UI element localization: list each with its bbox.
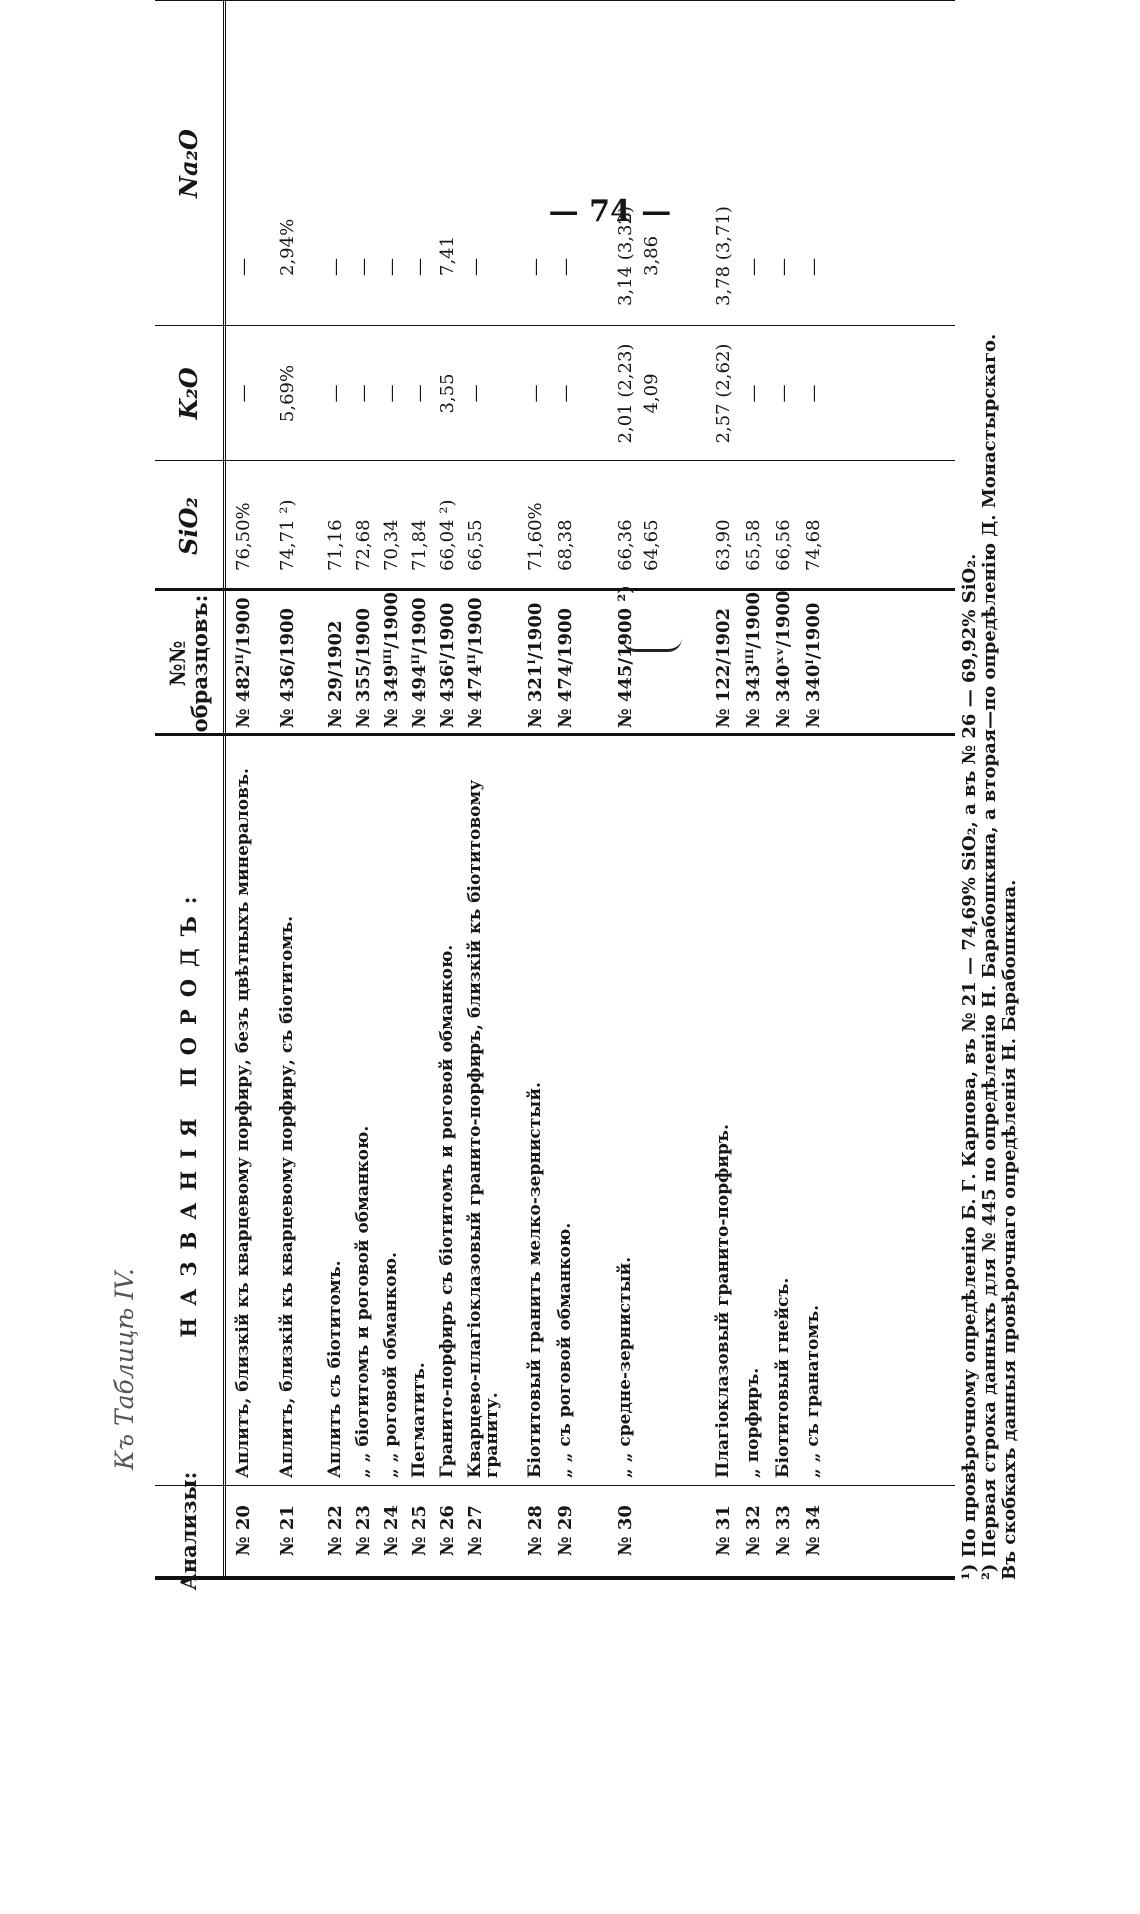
rock-name: Біотитовый гранитъ мелко-зернистый. <box>525 1082 545 1478</box>
na2o-value: — <box>803 258 824 276</box>
k2o-value: 3,55 <box>437 373 458 414</box>
na2o-value: 7,41 <box>437 235 458 276</box>
rock-name: Аплитъ, близкій къ кварцевому порфиру, съ біотитомъ. <box>277 915 297 1478</box>
k2o-value: — <box>353 384 374 403</box>
na2o-value: 3,78 (3,71) <box>713 206 734 306</box>
k2o-value: 5,69% <box>277 364 298 423</box>
na2o-value-second: 3,86 <box>641 235 662 276</box>
sio2-value: 70,34 <box>381 519 402 571</box>
rock-name: „ порфиръ. <box>743 1367 763 1478</box>
rock-name: Біотитовый гнейсъ. <box>773 1277 793 1478</box>
sample-number: № 122/1902 <box>713 607 734 728</box>
k2o-value: — <box>409 384 430 403</box>
table-caption: Къ Таблицѣ IV. <box>110 1268 139 1470</box>
na2o-value: 3,14 (3,32) <box>615 206 636 306</box>
page-number: — 74 — <box>548 194 672 229</box>
sample-number: № 355/1900 <box>353 607 374 728</box>
header-analysis: Анализы: <box>176 1471 201 1591</box>
header-sio2: SiO₂ <box>174 497 203 555</box>
sio2-value: 66,36 <box>615 519 636 571</box>
table-row <box>279 1 313 1576</box>
brace-bracket <box>622 635 682 652</box>
sio2-value: 68,38 <box>555 519 576 571</box>
sample-number: № 321ᴵ/1900 <box>525 602 546 728</box>
k2o-value: — <box>381 384 402 403</box>
table-row <box>467 1 501 1576</box>
k2o-value: — <box>325 384 346 403</box>
rock-name: „ „ средне-зернистый. <box>615 1256 635 1478</box>
rock-name: Аплитъ съ біотитомъ. <box>325 1260 345 1478</box>
analysis-number: № 32 <box>743 1505 764 1556</box>
rock-name: „ „ біотитомъ и роговой обманкою. <box>353 1125 373 1478</box>
na2o-value: 2,94% <box>277 218 298 276</box>
sample-number: № 436/1900 <box>277 607 298 728</box>
rock-name: Гранито-порфиръ съ біотитомъ и роговой обманкою. <box>437 944 457 1478</box>
footnote-3: Въ скобкахъ данныя провѣрочнаго опредѣленія Н. Барабошкина. <box>999 879 1020 1580</box>
table-row <box>235 1 269 1576</box>
footnote-1: ¹) По провѣрочному опредѣленію Б. Г. Карпова, въ № 21 — 74,69% SiO₂, а въ № 26 — 69,92% SiO₂. <box>959 553 980 1580</box>
na2o-value: — <box>353 258 374 276</box>
na2o-value: — <box>233 258 254 276</box>
k2o-value: — <box>233 384 254 403</box>
table-row <box>715 1 749 1576</box>
table-row <box>805 1 839 1576</box>
header-na2o: Na₂O <box>174 129 203 198</box>
sio2-value: 74,71 ²) <box>277 499 298 571</box>
analysis-number: № 29 <box>555 1505 576 1556</box>
rock-name: Кварцево-плагіоклазовый гранито-порфиръ, близкій къ біотитовому граниту. <box>465 779 502 1478</box>
analysis-number: № 28 <box>525 1505 546 1556</box>
rock-name: „ „ роговой обманкою. <box>381 1252 401 1478</box>
k2o-value: — <box>773 384 794 403</box>
sample-number: № 474/1900 <box>555 607 576 728</box>
k2o-value: — <box>525 384 546 403</box>
rock-name: „ „ съ гранатомъ. <box>803 1304 823 1478</box>
footnotes <box>960 0 1020 1580</box>
na2o-value: — <box>743 258 764 276</box>
analysis-number: № 23 <box>353 1505 374 1556</box>
sio2-value: 63,90 <box>713 519 734 571</box>
analysis-number: № 31 <box>713 1505 734 1556</box>
analysis-number: № 27 <box>465 1505 486 1556</box>
analysis-number: № 30 <box>615 1505 636 1556</box>
rock-name: Пегматитъ. <box>409 1362 429 1478</box>
rock-name: „ „ съ роговой обманкою. <box>555 1222 575 1478</box>
table-row <box>557 1 591 1576</box>
sample-number: № 343ᴵᴵᴵ/1900 <box>743 592 764 728</box>
analysis-number: № 26 <box>437 1505 458 1556</box>
k2o-value: — <box>465 384 486 403</box>
k2o-value: 2,01 (2,23) <box>615 343 636 444</box>
sio2-value: 71,16 <box>325 519 346 571</box>
analysis-number: № 22 <box>325 1505 346 1556</box>
sio2-value: 74,68 <box>803 519 824 571</box>
sample-number: № 474ᴵᴵ/1900 <box>465 597 486 728</box>
sio2-value: 66,55 <box>465 519 486 571</box>
na2o-value: — <box>525 258 546 276</box>
table-row <box>617 1 679 1576</box>
rock-name: Плагіоклазовый гранито-порфиръ. <box>713 1124 733 1478</box>
table-header-row <box>155 1 226 1591</box>
na2o-value: — <box>409 258 430 276</box>
sample-number: № 29/1902 <box>325 620 346 728</box>
sample-number: № 340ˣᵛ/1900 <box>773 590 794 728</box>
header-samples-label: образцовъ: <box>187 594 212 733</box>
footnote-2: ²) Первая строка данныхъ для № 445 по опредѣленію Н. Барабошкина, а вторая—по опредѣленію Д. Монастырскаго. <box>979 333 1000 1580</box>
analysis-number: № 34 <box>803 1505 824 1556</box>
analysis-number: № 21 <box>277 1505 298 1556</box>
rock-name: Аплитъ, близкій къ кварцевому порфиру, безъ цвѣтныхъ минераловъ. <box>233 768 253 1478</box>
sample-number: № 482ᴵᴵ/1900 <box>233 597 254 728</box>
na2o-value: — <box>555 258 576 276</box>
analysis-table <box>155 0 955 1591</box>
sio2-value: 66,04 ²) <box>437 499 458 571</box>
sio2-value: 76,50% <box>233 502 254 571</box>
analysis-number: № 24 <box>381 1505 402 1556</box>
header-samples <box>155 591 223 736</box>
header-samples-nn: №№ <box>165 640 190 687</box>
sio2-value-second: 64,65 <box>641 519 662 571</box>
sio2-value: 66,56 <box>773 519 794 571</box>
k2o-value: — <box>555 384 576 403</box>
analysis-number: № 25 <box>409 1505 430 1556</box>
sio2-value: 65,58 <box>743 519 764 571</box>
k2o-value: — <box>743 384 764 403</box>
na2o-value: — <box>465 258 486 276</box>
sio2-value: 71,84 <box>409 519 430 571</box>
sample-number: № 494ᴵᴵ/1900 <box>409 597 430 728</box>
sio2-value: 72,68 <box>353 519 374 571</box>
sample-number: № 436ᴵ/1900 <box>437 602 458 728</box>
na2o-value: — <box>325 258 346 276</box>
k2o-value: — <box>803 384 824 403</box>
analysis-number: № 33 <box>773 1505 794 1556</box>
header-k2o: K₂O <box>174 367 203 420</box>
k2o-value-second: 4,09 <box>641 373 662 414</box>
analysis-number: № 20 <box>233 1505 254 1556</box>
sample-number: № 349ᴵᴵᴵ/1900 <box>381 592 402 728</box>
sio2-value: 71,60% <box>525 502 546 571</box>
na2o-value: — <box>381 258 402 276</box>
header-rock-names: НАЗВАНІЯ ПОРОДЪ: <box>176 884 201 1338</box>
na2o-value: — <box>773 258 794 276</box>
rotated-table-page <box>100 0 1020 1591</box>
sample-number: № 340ᴵ/1900 <box>803 602 824 728</box>
sample-number: № 445/1900 ²) <box>615 585 636 728</box>
k2o-value: 2,57 (2,62) <box>713 343 734 444</box>
